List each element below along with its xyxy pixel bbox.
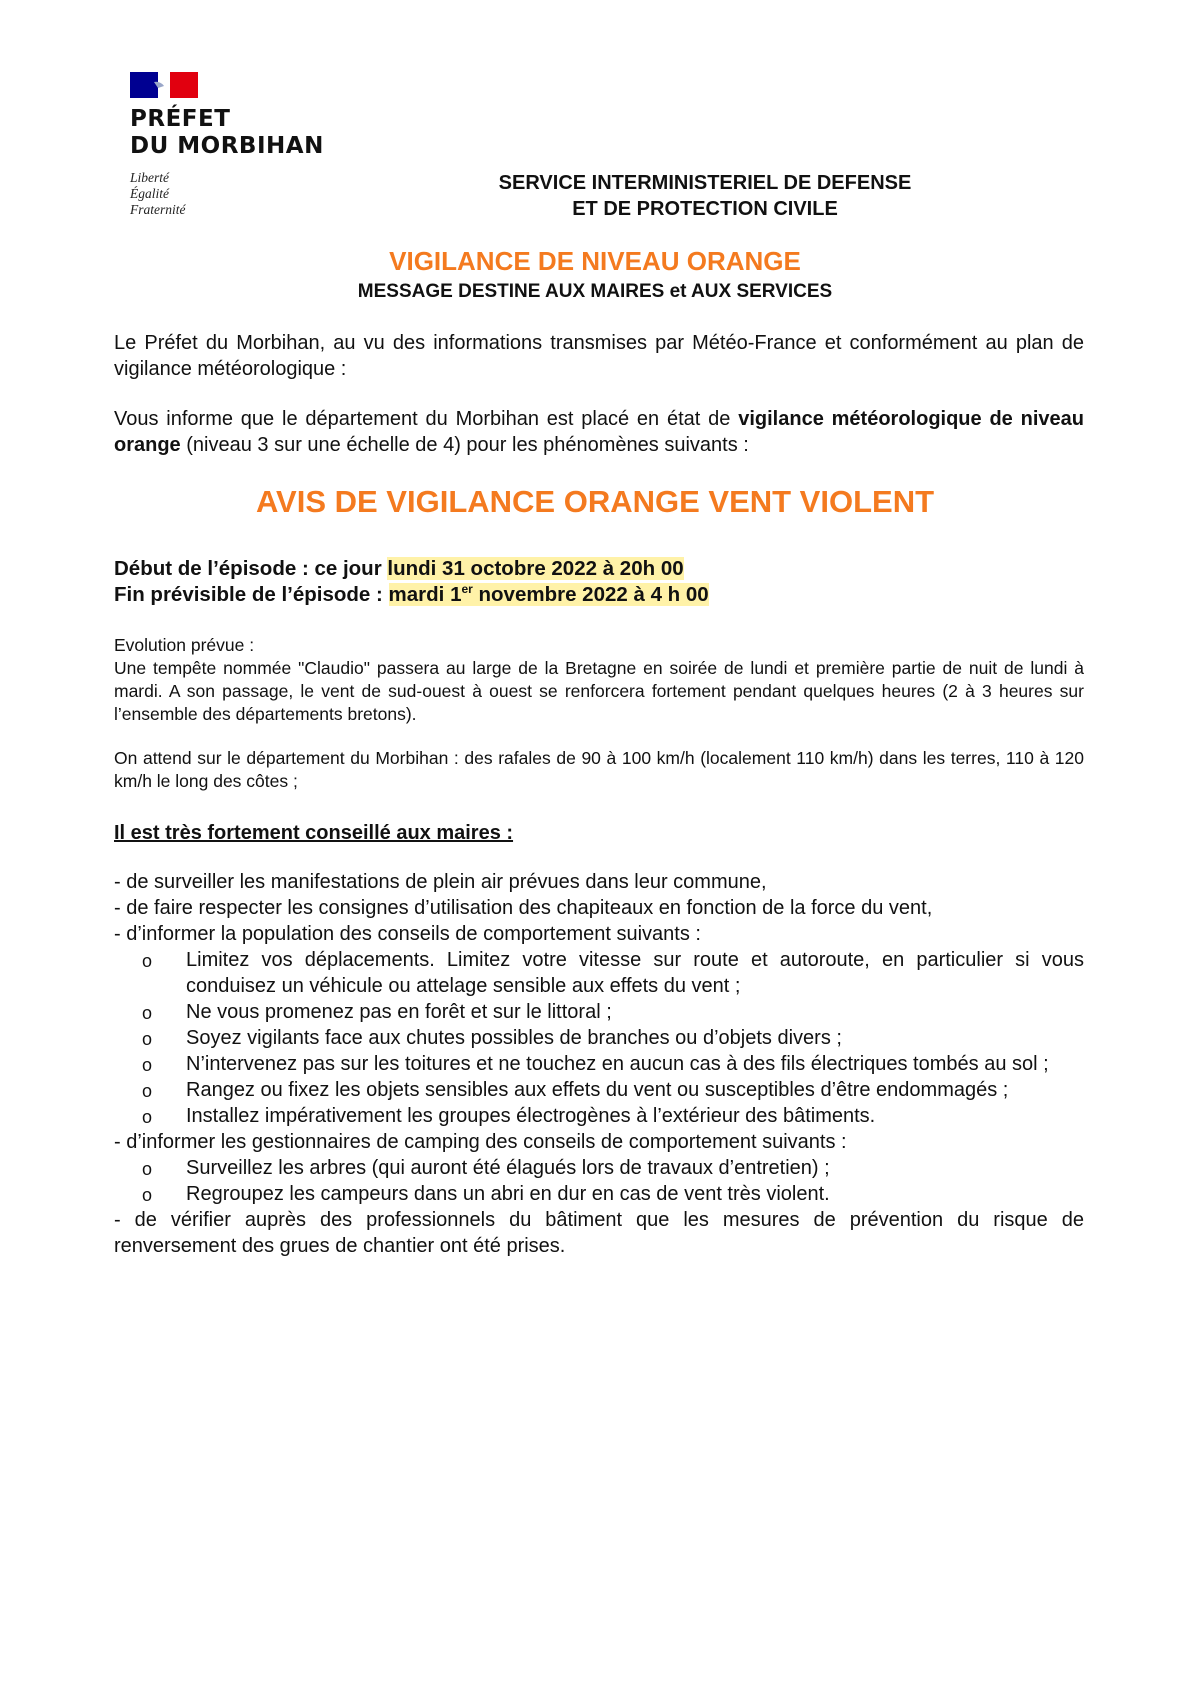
advice-item: - de vérifier auprès des professionnels du bâtiment que les mesures de prévention du risque de renversement des grues de chantier ont été prises. [114,1209,1084,1257]
episode-start-value: lundi 31 octobre 2022 à 20h 00 [387,557,684,580]
evolution-label: Evolution prévue : [114,635,255,655]
intro-paragraph: Le Préfet du Morbihan, au vu des informations transmises par Météo-France et conformément au plan de vigilance météorologique : [114,332,1084,380]
camping-tip [114,1155,1084,1181]
inform-before: Vous informe que le département du Morbihan est placé en état de [114,408,739,430]
population-tip [114,947,1084,999]
bullet-icon: o [142,1029,153,1049]
bullet-icon: o [142,1107,153,1127]
episode-start [114,556,1084,582]
population-tip-text: Ne vous promenez pas en forêt et sur le littoral ; [186,1001,612,1023]
inform-bold: vigilance météorologique de niveau orange [114,408,1084,456]
episode-end-value [389,583,709,606]
inform-paragraph [114,406,1084,458]
service-line-2: ET DE PROTECTION CIVILE [572,198,838,220]
population-tip [114,1077,1084,1103]
motto [130,170,350,218]
bullet-icon: o [142,1159,153,1179]
episode-end-value-sup: er [461,582,473,597]
population-tip [114,1025,1084,1051]
vigilance-title: VIGILANCE DE NIVEAU ORANGE [389,246,801,276]
advice-list [114,869,1084,1259]
population-tip-text: Soyez vigilants face aux chutes possibles de branches ou d’objets divers ; [186,1027,842,1049]
service-line-1: SERVICE INTERMINISTERIEL DE DEFENSE [498,172,912,194]
inform-after: (niveau 3 sur une échelle de 4) pour les phénomènes suivants : [180,434,749,456]
bullet-icon: o [142,1185,153,1205]
logo-line-2: DU MORBIHAN [130,133,324,159]
population-tip [114,1051,1084,1077]
episode-end-value-a: mardi 1 [388,583,462,606]
episode-end-label: Fin prévisible de l’épisode : [114,583,389,606]
evolution-text: Une tempête nommée "Claudio" passera au large de la Bretagne en soirée de lundi et première partie de nuit de lundi à mardi. A son passage, le vent de sud-ouest à ouest se renforcera fortement pendant quelques heures (2 à 3 heures sur l’ensemble des départements bretons). [114,658,1084,724]
advice-item: - d’informer la population des conseils de comportement suivants : [114,923,701,945]
camping-tip-text: Regroupez les campeurs dans un abri en dur en cas de vent très violent. [186,1183,830,1205]
camping-tip [114,1181,1084,1207]
advice-item: - de surveiller les manifestations de plein air prévues dans leur commune, [114,871,767,893]
advice-heading: Il est très fortement conseillé aux maires : [114,822,514,844]
prefecture-logo [130,72,350,218]
population-tip-text: Installez impérativement les groupes électrogènes à l’extérieur des bâtiments. [186,1105,876,1127]
bullet-icon: o [142,1055,153,1075]
attend-text: On attend sur le département du Morbihan : des rafales de 90 à 100 km/h (localement 110 km/h) dans les terres, 110 à 120 km/h le long des côtes ; [114,748,1084,791]
motto-fraternite: Fraternité [130,202,186,217]
advice-item: - d’informer les gestionnaires de camping des conseils de comportement suivants : [114,1131,847,1153]
motto-liberte: Liberté [130,170,169,185]
avis-heading: AVIS DE VIGILANCE ORANGE VENT VIOLENT [255,484,935,519]
episode-block [114,556,1084,608]
population-tip-text: N’intervenez pas sur les toitures et ne touchez en aucun cas à des fils électriques tombés au sol ; [186,1053,1049,1075]
marianne-flag-icon [130,72,198,98]
bullet-icon: o [142,1003,153,1023]
advice-item: - de faire respecter les consignes d’utilisation des chapiteaux en fonction de la force du vent, [114,897,933,919]
population-tip [114,1103,1084,1129]
population-tip-text: Rangez ou fixez les objets sensibles aux effets du vent ou susceptibles d’être endommagés ; [186,1079,1009,1101]
population-tip-text: Limitez vos déplacements. Limitez votre vitesse sur route et autoroute, en particulier si vous conduisez un véhicule ou attelage sensible aux effets du vent ; [186,949,1084,997]
service-heading [420,170,990,222]
episode-start-label: Début de l’épisode : ce jour [114,557,388,580]
camping-tip-text: Surveillez les arbres (qui auront été élagués lors de travaux d’entretien) ; [186,1157,830,1179]
episode-end [114,582,1084,608]
bullet-icon: o [142,951,153,971]
logo-line-1: PRÉFET [130,106,231,132]
population-tip [114,999,1084,1025]
motto-egalite: Égalité [130,186,169,201]
bullet-icon: o [142,1081,153,1101]
episode-end-value-b: novembre 2022 à 4 h 00 [472,583,709,606]
vigilance-subtitle: MESSAGE DESTINE AUX MAIRES et AUX SERVICES [357,281,833,302]
